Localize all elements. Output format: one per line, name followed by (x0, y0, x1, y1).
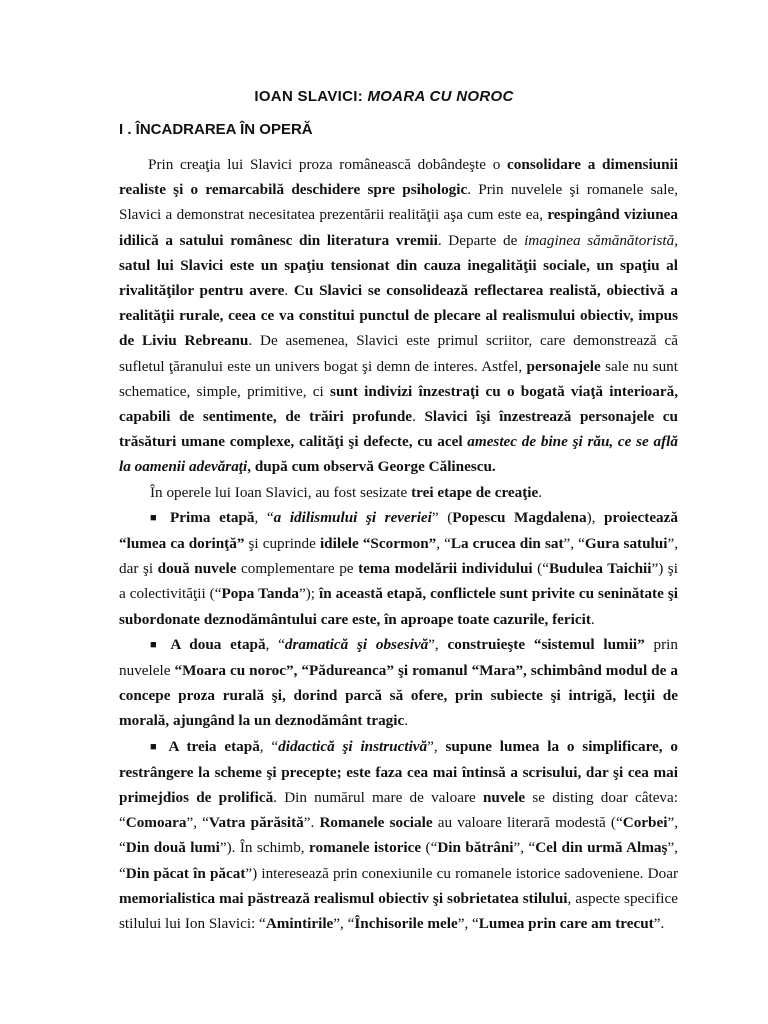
text-run: . (412, 408, 425, 426)
text-run: . Prin nuvelele şi romanele sale, Slavici a demonstrat necesitatea prezentării realităţii aşa cum este ea, (119, 181, 678, 224)
text-run: ), (586, 508, 605, 526)
text-run: consolidare a dimensiunii realiste şi o remarcabilă deschidere spre psihologic (119, 156, 678, 199)
text-run: , “ (254, 508, 274, 526)
text-run: amestec de bine şi rău, ce se află la oamenii adevăraţi (119, 433, 678, 476)
text-run: . (404, 712, 409, 730)
text-run: Prin creaţia lui Slavici proza românească dobândeşte o (148, 156, 508, 173)
paragraph-stages (119, 480, 678, 505)
text-run: . (284, 282, 294, 300)
text-run: ”, “ (457, 915, 479, 933)
text-run: , “ (436, 535, 451, 553)
text-run: (“ (532, 560, 549, 578)
text-run: Din păcat în păcat (125, 864, 246, 882)
text-run: trei etape de creaţie (411, 483, 539, 501)
text-run: La crucea din sat (450, 535, 564, 553)
text-run: au valoare literară modestă (“ (432, 814, 623, 832)
text-run: . Din numărul mare de valoare (273, 789, 483, 807)
text-run: A treia etapă (168, 737, 260, 755)
text-run: şi cuprinde (244, 535, 320, 553)
text-run: romanele istorice (309, 839, 422, 857)
text-run: ”. (303, 814, 320, 832)
text-run: , “ (259, 737, 279, 755)
text-run: ”, “ (333, 915, 355, 933)
text-run: a idilismului şi reveriei (273, 508, 432, 526)
text-run: tema modelării individului (358, 560, 533, 578)
text-run: . Departe de (437, 231, 525, 249)
text-run: Cel din urmă Almaş (535, 839, 668, 857)
text-run: A doua etapă (170, 635, 266, 653)
bullet-icon: ■ (150, 638, 162, 651)
paragraph-intro (119, 152, 678, 480)
text-run: ”, dar şi (119, 535, 678, 578)
text-run: nuvele (482, 789, 526, 807)
document-body (119, 152, 678, 936)
text-run: memorialistica mai păstrează realismul obiectiv şi sobrietatea stilului (119, 889, 568, 907)
text-run: ”. (653, 915, 665, 933)
text-run: Cu Slavici se consolidează reflectarea realistă, obiectivă a realităţii rurale, ceea ce va constitui punctul de plecare al realismului obiectiv, impus de Liviu Rebreanu (119, 282, 679, 350)
title-work: MOARA CU NOROC (367, 88, 514, 105)
text-run: Budulea Taichii (548, 560, 652, 578)
text-run: Din bătrâni (437, 839, 514, 857)
text-run (274, 509, 432, 526)
text-run: două nuvele (157, 560, 237, 578)
text-run: , după cum observă George Călinescu. (247, 458, 496, 476)
text-run (285, 636, 428, 653)
text-run: , “ (265, 635, 285, 653)
text-run: Lumea prin care am trecut (478, 915, 654, 933)
text-run: personajele (526, 357, 601, 375)
text-run: . (590, 610, 595, 628)
text-run: (“ (421, 839, 438, 857)
text-run: “Moara cu noroc”, “Pădureanca” şi romanul “Mara”, schimbând modul de a concepe proza rurală şi, dorind parcă să ofere, prin subiecte şi intrigă, lecţii de morală, ajungând la un deznodământ tragic (119, 662, 678, 730)
text-run: ”, “ (186, 814, 209, 832)
text-run: proiectează “lumea ca dorinţă” (119, 508, 678, 553)
document-title (0, 88, 768, 105)
text-run: satul lui Slavici este un spaţiu tensionat din cauza inegalităţii sociale, un spaţiu al rivalităţilor pentru avere (119, 256, 678, 300)
text-run: În operele lui Ioan Slavici, au fost sesizate (150, 483, 412, 501)
text-run: idilele “Scormon” (319, 535, 437, 553)
text-run: ” ( (431, 508, 453, 526)
text-run: Prima etapă (170, 508, 255, 526)
text-run: Din două lumi (125, 839, 220, 857)
text-run: Popescu Magdalena (452, 508, 587, 526)
text-run: respingând viziunea idilică a satului românesc din literatura vremii (119, 206, 678, 249)
text-run: prin nuvelele (119, 635, 678, 680)
text-run: Amintirile (265, 915, 334, 933)
text-run: ”, “ (119, 839, 678, 882)
bullet-icon: ■ (150, 511, 162, 524)
text-run: ”); (298, 585, 319, 603)
text-run: ”, (427, 737, 446, 755)
text-run: . (538, 483, 543, 501)
text-run: Popa Tanda (221, 585, 299, 603)
text-run: Romanele sociale (319, 814, 433, 832)
text-run: supune lumea la o simplificare, o restrângere la scheme şi precepte; este faza cea mai întinsă a scrisului, dar şi cea mai primejdios de prolifică (119, 737, 679, 807)
text-run: în această etapă, conflictele sunt privite cu seninătate şi subordonate deznodământului care este, în aproape toate cazurile, fericit (119, 585, 678, 628)
text-run: imaginea sămănătoristă (524, 231, 675, 249)
title-author: IOAN SLAVICI: (254, 88, 368, 105)
text-run: se disting doar câteva: “ (119, 789, 678, 832)
text-run: complementare pe (236, 560, 359, 578)
text-run: dramatică şi obsesivă (284, 635, 429, 653)
text-run: . De asemenea, Slavici este primul scriitor, care demonstrează că sufletul ţăranului este un univers bogat şi demn de interes. Astfel, (119, 332, 678, 375)
text-run: ”). În schimb, (219, 839, 310, 857)
text-run: Închisorile mele (354, 915, 458, 933)
text-run: Comoara (125, 814, 187, 832)
text-run: Gura satului (584, 535, 668, 553)
text-run: Slavici îşi înzestrează personajele cu trăsături umane complexe, calităţi şi defecte, cu acel (119, 408, 678, 451)
bullet-icon: ■ (150, 740, 161, 753)
text-run: Corbei (622, 814, 668, 832)
text-run: ”, “ (119, 814, 678, 857)
text-run: Vatra părăsită (208, 814, 304, 832)
text-run (278, 738, 427, 755)
text-run: ”) şi a colectivităţii (“ (119, 560, 678, 603)
paragraph-second-stage (119, 632, 678, 734)
text-run: , aspecte specifice stilului lui Ion Slavici: “ (119, 889, 678, 933)
text-run: didactică şi instructivă (278, 737, 428, 755)
text-run: ”) interesează prin conexiunile cu romanele istorice sadoveniene. Doar (245, 864, 678, 882)
section-heading: I . ÎNCADRAREA ÎN OPERĂ (119, 121, 313, 138)
text-run: ”, (428, 635, 448, 653)
text-run: construieşte “sistemul lumii” (447, 635, 645, 653)
text-run: sale nu sunt schematice, simple, primitive, ci (119, 357, 678, 400)
text-run: sunt indivizi înzestraţi cu o bogată viaţă interioară, capabili de sentimente, de trăiri profunde (119, 382, 678, 426)
paragraph-first-stage (119, 505, 678, 632)
text-run: ”, “ (513, 839, 536, 857)
text-run: ”, “ (563, 535, 585, 553)
text-run: , (674, 231, 678, 249)
paragraph-third-stage (119, 734, 678, 937)
